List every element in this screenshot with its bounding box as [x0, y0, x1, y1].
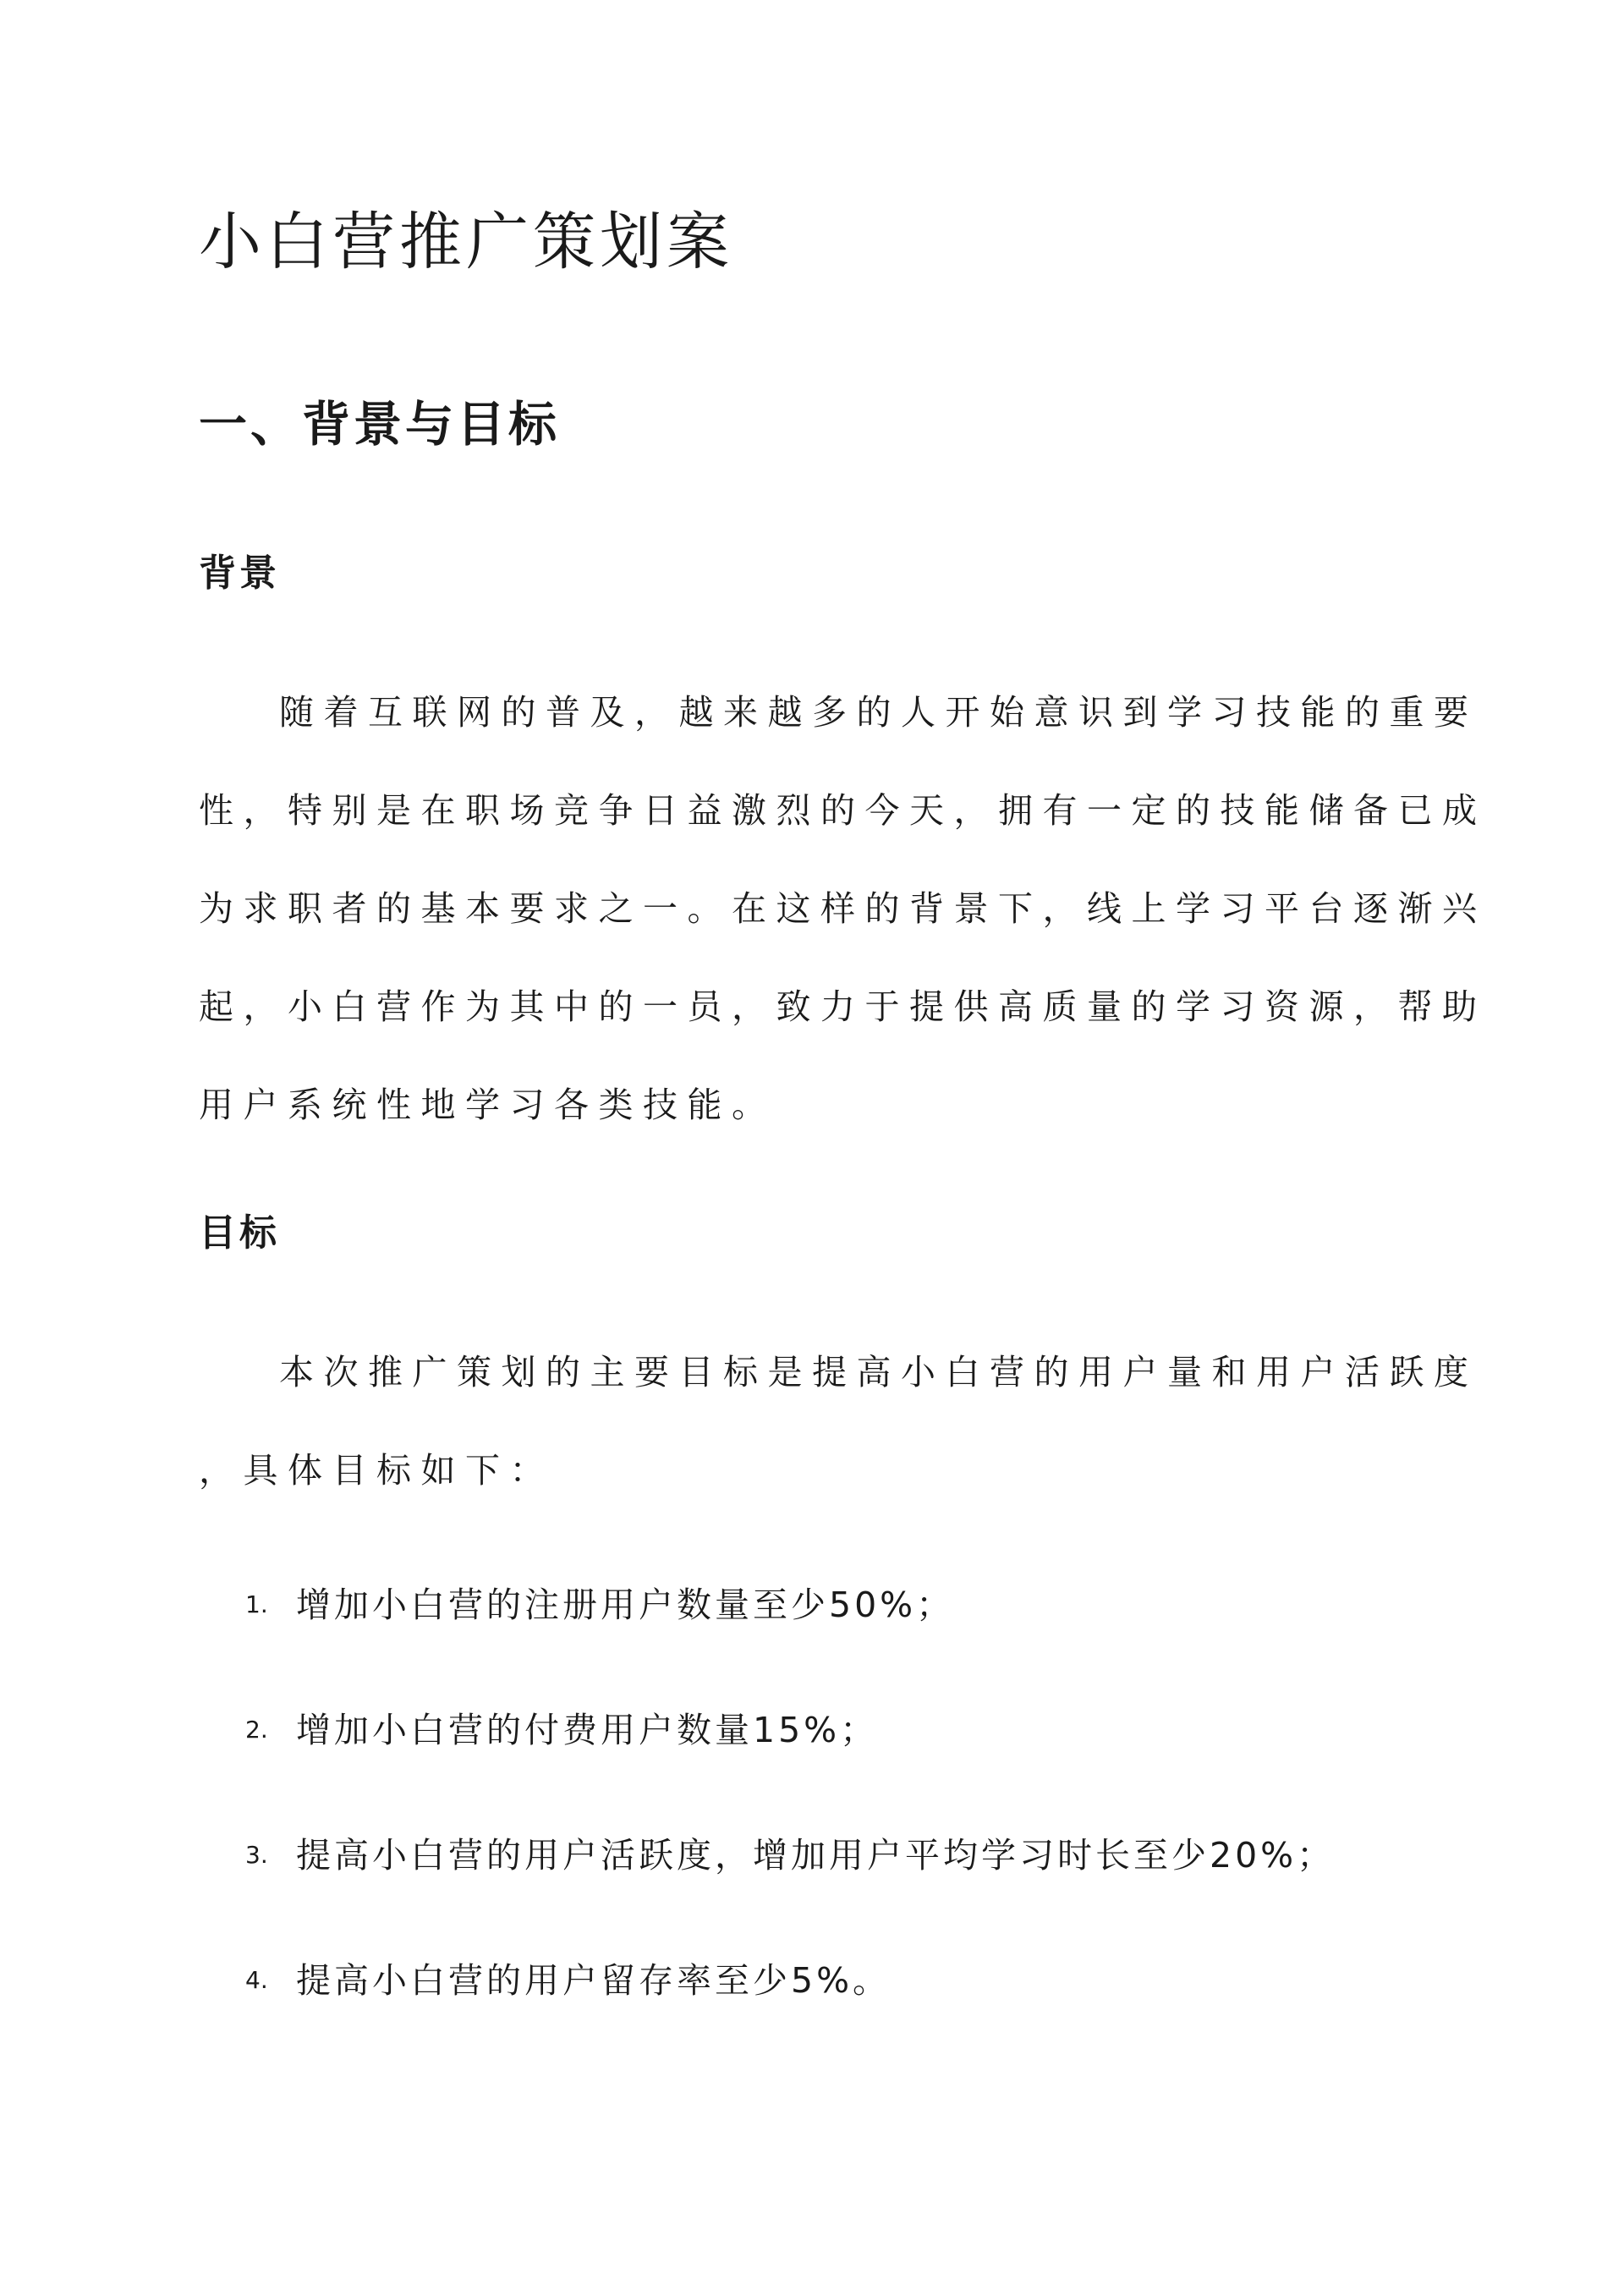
list-item-text: 增加小白营的付费用户数量15%； [296, 1710, 879, 1750]
background-paragraph-line: 起，小白营作为其中的一员，致力于提供高质量的学习资源，帮助 [199, 986, 1487, 1027]
list-item-text: 提高小白营的用户留存率至少5%。 [296, 1960, 892, 2001]
list-item-number: 2. [245, 1716, 268, 1744]
goal-list-item [245, 1702, 878, 1755]
subheading-goals: 目标 [199, 1211, 280, 1255]
goal-list-item [245, 1577, 954, 1630]
background-paragraph-line: 性，特别是在职场竞争日益激烈的今天，拥有一定的技能储备已成 [199, 790, 1487, 831]
goals-paragraph-line: ，具体目标如下： [199, 1450, 554, 1491]
subheading-background: 背景 [199, 552, 280, 595]
goals-paragraph-line: 本次推广策划的主要目标是提高小白营的用户量和用户活跃度 [279, 1352, 1479, 1392]
goal-list-item [245, 1953, 891, 2006]
background-paragraph-line: 随着互联网的普及，越来越多的人开始意识到学习技能的重要 [279, 692, 1479, 733]
background-paragraph-line: 用户系统性地学习各类技能。 [199, 1085, 776, 1125]
list-item-text: 增加小白营的注册用户数量至少50%； [296, 1585, 955, 1625]
background-paragraph-line: 为求职者的基本要求之一。在这样的背景下，线上学习平台逐渐兴 [199, 888, 1487, 929]
list-item-number: 1. [245, 1590, 268, 1618]
goal-list-item [245, 1827, 1335, 1881]
document-title: 小白营推广策划案 [199, 206, 733, 278]
list-item-text: 提高小白营的用户活跃度，增加用户平均学习时长至少20%； [296, 1835, 1336, 1876]
section-heading-background-goals: 一、背景与目标 [199, 397, 560, 453]
list-item-number: 3. [245, 1841, 268, 1869]
list-item-number: 4. [245, 1966, 268, 1994]
